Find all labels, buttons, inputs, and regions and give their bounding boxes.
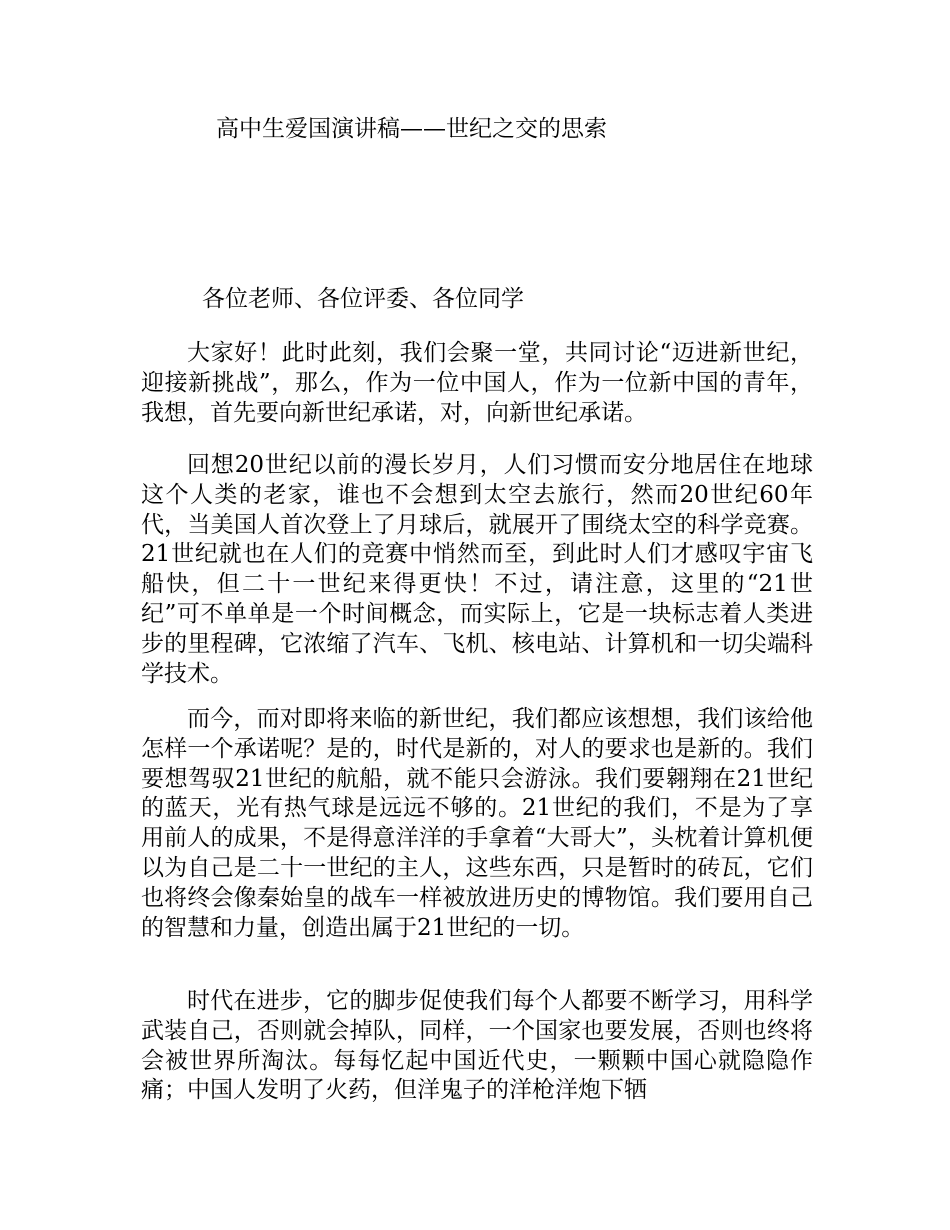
paragraph: 而今，而对即将来临的新世纪，我们都应该想想，我们该给他怎样一个承诺呢？是的，时代是新的，对人的要求也是新的。我们要想驾驭21世纪的航船，就不能只会游泳。我们要翱翔在21世纪的蓝天，光有热气球是远远不够的。21世纪的我们，不是为了享用前人的成果，不是得意洋洋的手拿着“大哥大”，头枕着计算机便以为自己是二十一世纪的主人，这些东西，只是暂时的砖瓦，它们也将终会像秦始皇的战车一样被放进历史的博物馆。我们要用自己的智慧和力量，创造出属于21世纪的一切。 <box>141 706 813 941</box>
document-title: 高中生爱国演讲稿——世纪之交的思索 <box>216 116 607 142</box>
salutation: 各位老师、各位评委、各位同学 <box>202 286 524 312</box>
paragraph: 大家好！此时此刻，我们会聚一堂，共同讨论“迈进新世纪，迎接新挑战”，那么，作为一位中国人，作为一位新中国的青年，我想，首先要向新世纪承诺，对，向新世纪承诺。 <box>141 340 813 426</box>
paragraph: 回想20世纪以前的漫长岁月，人们习惯而安分地居住在地球这个人类的老家，谁也不会想到太空去旅行，然而20世纪60年代，当美国人首次登上了月球后，就展开了围绕太空的科学竞赛。21世纪就也在人们的竞赛中悄然而至，到此时人们才感叹宇宙飞船快，但二十一世纪来得更快！不过，请注意，这里的“21世纪”可不单单是一个时间概念，而实际上，它是一块标志着人类进步的里程碑，它浓缩了汽车、飞机、核电站、计算机和一切尖端科学技术。 <box>141 452 813 687</box>
paragraph: 时代在进步，它的脚步促使我们每个人都要不断学习，用科学武装自己，否则就会掉队，同样，一个国家也要发展，否则也终将会被世界所淘汰。每每忆起中国近代史，一颗颗中国心就隐隐作痛；中国人发明了火药，但洋鬼子的洋枪洋炮下牺 <box>141 988 813 1104</box>
